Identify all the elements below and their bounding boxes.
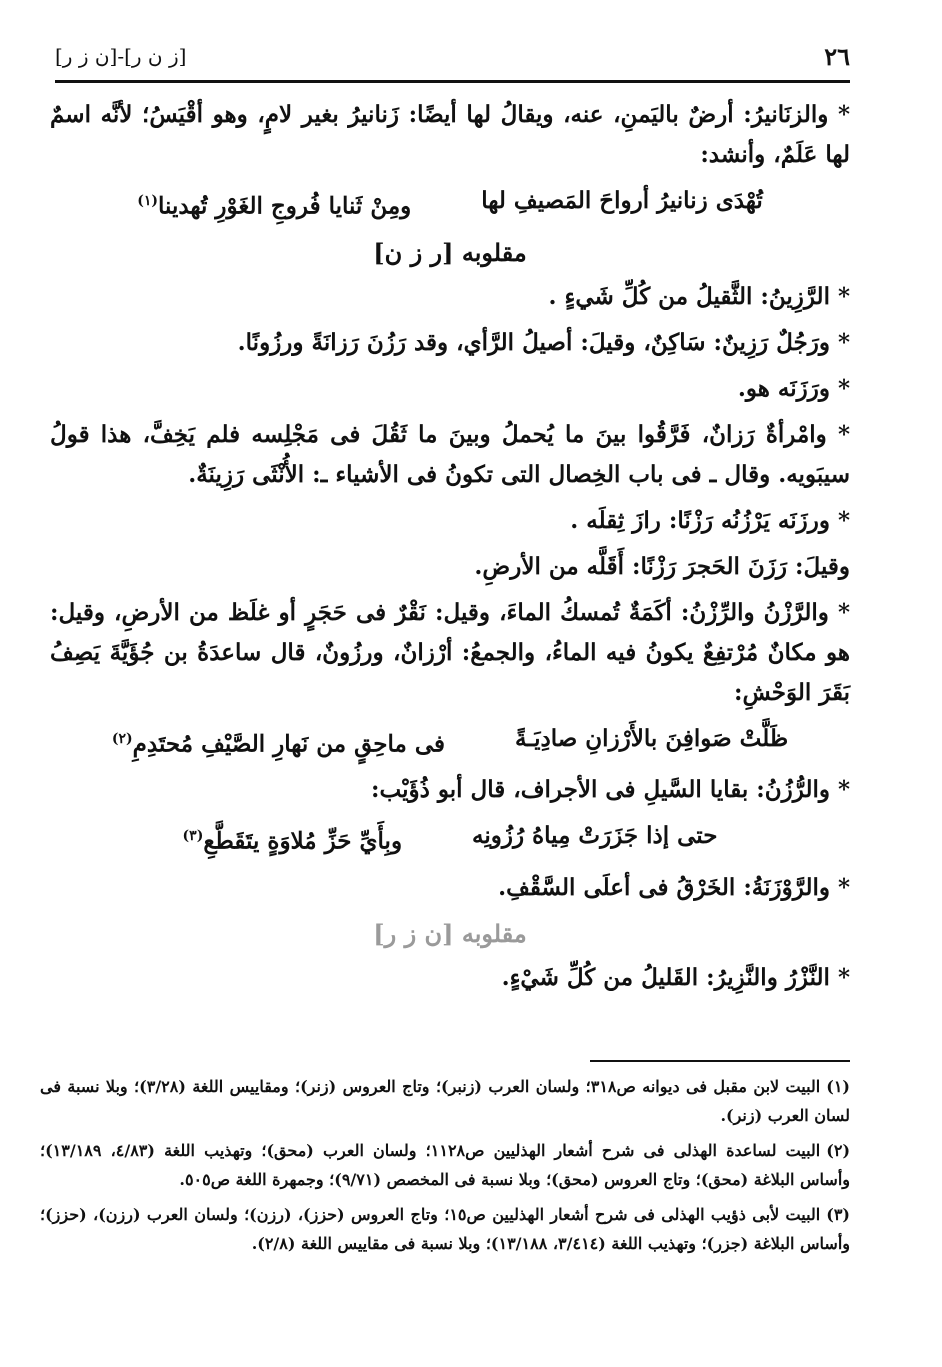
page-number: ٢٦ (824, 42, 850, 71)
entry-alrawzana: * والرَّوْزَنَةُ: الخَرْقُ فى أعلَى السَّقْفِ. (498, 873, 850, 901)
footnote-3-number: (٣) (826, 1205, 850, 1224)
verse-2-second-hemistich (112, 719, 445, 765)
footnote-3 (40, 1200, 850, 1258)
entry-imraa-razan: * وامْرأةٌ رَزانٌ، فَرَّقُوا بينَ ما يُحملُ وبينَ ما ثَقُلَ فى مَجْلِسه فلم يَخِفَّ، هذا قولُ سيبَويه. وقال ـ فى باب الخِصال التى تكونُ فى الأشياء ـ: الأُنْثَى رَزِينَةٌ. (50, 420, 850, 488)
footnote-1-number: (١) (826, 1077, 850, 1096)
entry-alnazr: * النَّزْرُ والنَّزِيرُ: القَليلُ من كُلِّ شَيْءٍ. (501, 963, 850, 991)
section-heading-nzr: مقلوبه [ن ز ر] (373, 918, 527, 948)
entry-rajul-razin: * ورَجُلٌ رَزِينٌ: سَاكِنٌ، وقيلَ: أصيلُ الرَّأي، وقد رَزُنَ رَزانَةً ورزُونًا. (237, 328, 850, 356)
entry-razanahu: * ورَزَنَه هو. (737, 374, 850, 402)
entry-yarzunuhu: * ورزَنَه يَرْزُنُه رَزْنًا: رازَ ثِقلَه . (570, 506, 850, 534)
entry-alrazn: * والرَّزْنُ والرِّزْنُ: أكَمَةٌ تُمسكُ الماءَ، وقيل: نَقْرٌ فى حَجَرٍ أو غلَظ من الأرضِ، وقيل: هو مكانٌ مُرْتفِعٌ يكونُ فيه الماءُ، والجمعُ: أرْزانٌ، ورزُونٌ، قال ساعدَةُ بن جُؤَيَّةَ يَصِفُ بَقَرَ الوَحْشِ: (50, 598, 850, 706)
verse-2-second-text: فى ماحِقٍ من نَهارِ الصَّيْفِ مُحتَدِمِ (132, 730, 446, 758)
entry-alruzun: * والرُّزُنُ: بقايا السَّيلِ فى الأجراف، قال أبو ذُؤَيْب: (371, 776, 850, 804)
verse-3-second-hemistich (183, 816, 403, 862)
footnote-2-number: (٢) (826, 1141, 851, 1160)
page-header (55, 40, 850, 83)
footnote-2 (40, 1136, 850, 1194)
footnotes (40, 1072, 850, 1264)
verse-1-second-hemistich (137, 181, 411, 227)
footnote-ref-2: (٢) (111, 730, 133, 747)
footnote-3-text: البيت لأبى ذؤيب الهذلى فى شرح أشعار الهذليين ص١٥؛ وتاج العروس (حزز)، (رزن)؛ ولسان العرب (رزن)، (حزز)؛ وأساس البلاغة (جزر)؛ وتهذيب اللغة (٣/٤١٤، ١٣/١٨٨)؛ وبلا نسبة فى مقاييس اللغة (٢/٨). (40, 1205, 850, 1253)
verse-2-first-hemistich: ظَلَّتْ صَوافِنَ بالأَرْزانِ صادِيَـةً (515, 724, 789, 752)
verse-3-second-text: وبِأَيِّ حَزِّ مُلاوَةٍ يتَقَطَّعِ (203, 827, 403, 855)
verse-2 (50, 719, 850, 765)
page-body (50, 95, 850, 1004)
footnote-1-text: البيت لابن مقبل فى ديوانه ص٣١٨؛ ولسان العرب (زنبر)؛ وتاج العروس (زنر)؛ ومقاييس اللغة (٣/٢٨)؛ وبلا نسبة فى لسان العرب (زنر). (40, 1077, 850, 1125)
entry-qila-razana: وقيلَ: رَزَنَ الحَجرَ رَزْنًا: أَقَلَّه من الأرضِ. (474, 552, 850, 580)
footnote-ref-3: (٣) (182, 828, 204, 845)
footnote-1 (40, 1072, 850, 1130)
verse-3-first-hemistich: حتى إذا جَزَرَتْ مِياهُ رُزُونِه (472, 822, 718, 850)
verse-1-first-hemistich: تُهْدَى زنانيرُ أرواحَ المَصيفِ لها (481, 187, 763, 214)
verse-1-second-text: ومِنْ ثَنايا فُروجِ الغَوْرِ تُهدينا (158, 192, 412, 220)
entry-zananir: * والزنَانيرُ: أرضٌ باليَمنِ، عنه، ويقالُ لها أيضًا: زَنانيرُ بغير لامٍ، وهو أقْيَسُ؛ لأنَّه اسمٌ لها عَلَمٌ، وأنشد: (50, 101, 850, 168)
verse-1 (50, 181, 850, 227)
running-head: [ز ن ر]-[ن ز ر] (55, 44, 187, 68)
verse-3 (50, 816, 850, 862)
footnote-separator (590, 1060, 850, 1062)
section-heading-rzn: مقلوبه [ر ز ن] (373, 237, 527, 267)
footnote-ref-1: (١) (137, 193, 158, 209)
footnote-2-text: البيت لساعدة الهذلى فى شرح أشعار الهذليين ص١١٢٨؛ ولسان العرب (محق)؛ وتهذيب اللغة (٤/٨٣، ١٣/١٨٩)؛ وأساس البلاغة (محق)؛ وتاج العروس (محق)؛ وبلا نسبة فى المخصص (٩/٧١)؛ وجمهرة اللغة ص٥٠٥. (40, 1141, 850, 1189)
entry-razin: * الرَّزِينُ: الثَّقيلُ من كُلِّ شَيءٍ . (548, 282, 850, 310)
